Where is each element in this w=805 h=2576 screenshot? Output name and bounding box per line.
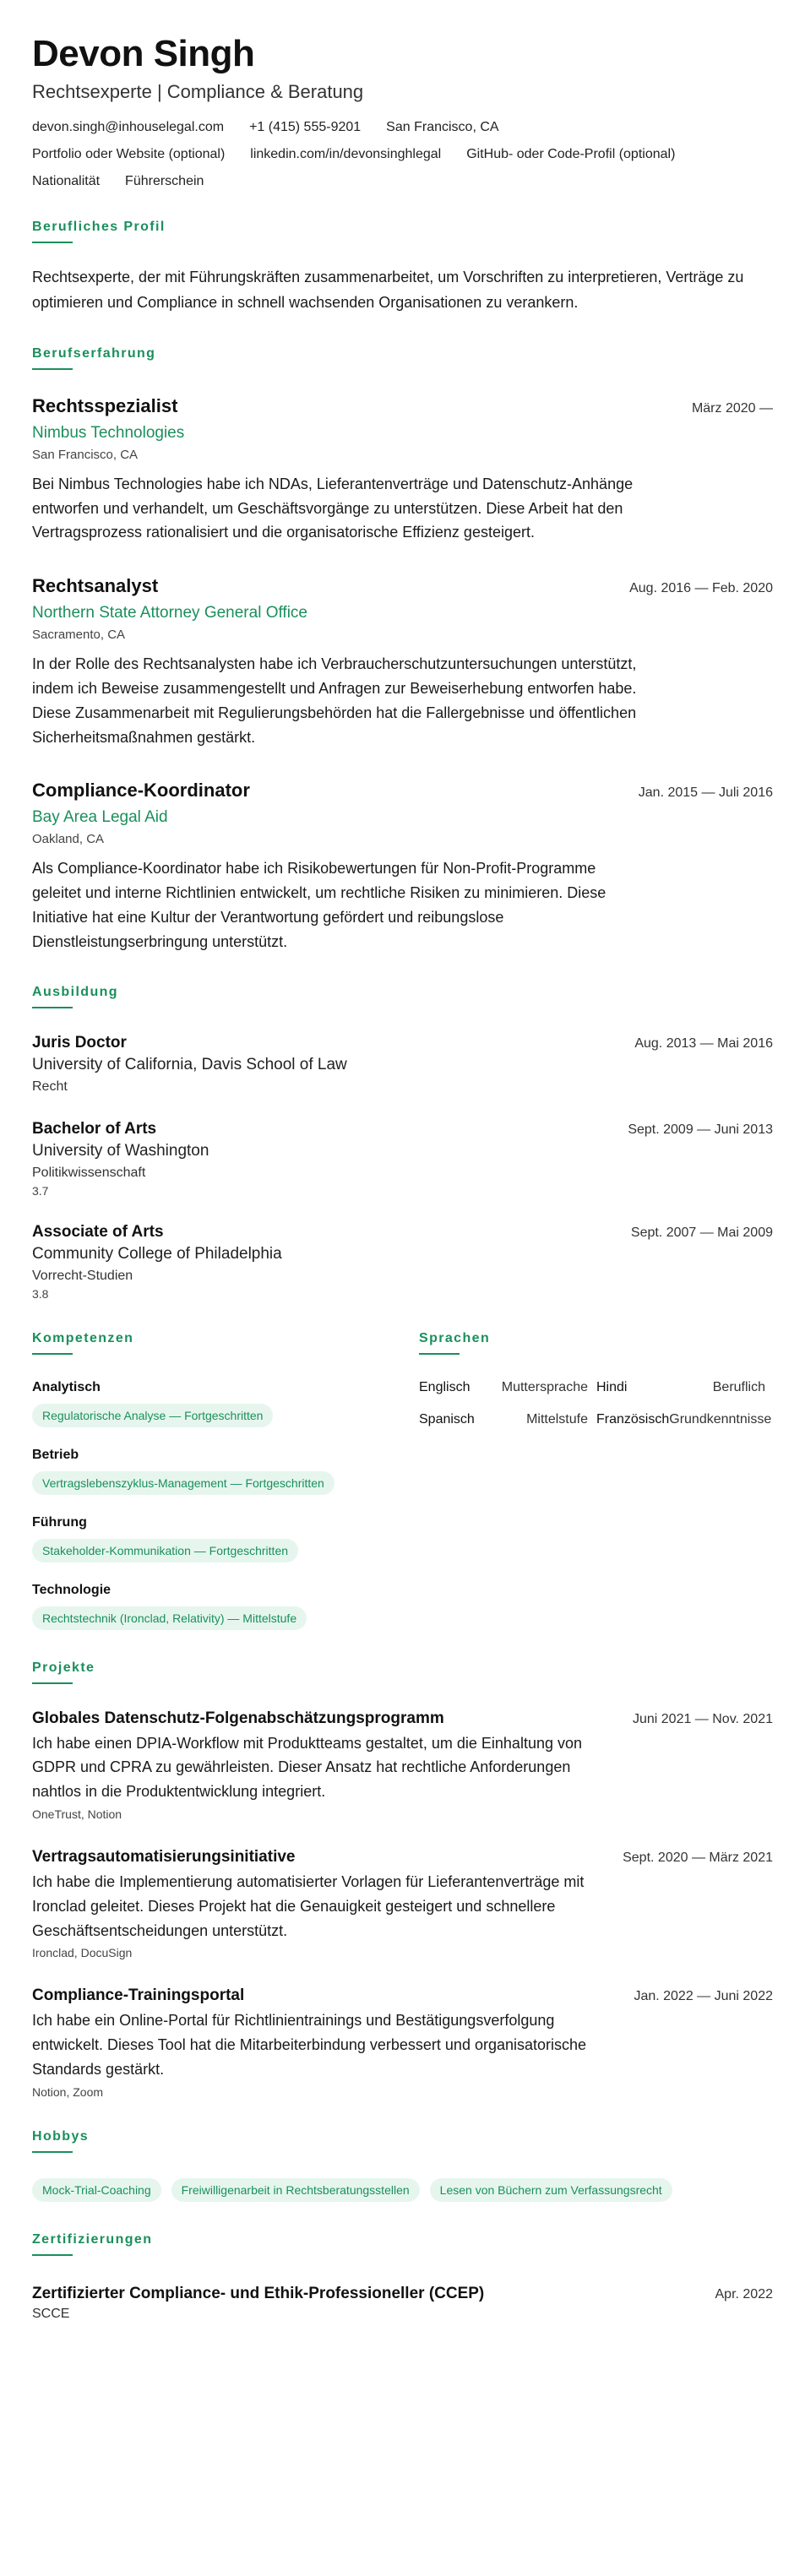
- job-entry: [32, 780, 773, 954]
- education-field: Recht: [32, 1079, 68, 1094]
- certification-date: Apr. 2022: [715, 2286, 773, 2302]
- job-company: Bay Area Legal Aid: [32, 808, 168, 827]
- language-item: [419, 1412, 596, 1427]
- contact-location: San Francisco, CA: [386, 120, 499, 135]
- project-entry: [32, 1709, 773, 1821]
- job-location: Sacramento, CA: [32, 628, 126, 643]
- education-entry: [32, 1223, 773, 1301]
- job-title: Rechtsspezialist: [32, 394, 178, 416]
- hobbies-section: [32, 2129, 773, 2202]
- skill-group: [32, 1448, 419, 1495]
- contact-portfolio[interactable]: Portfolio oder Website (optional): [32, 147, 226, 162]
- job-company: Nimbus Technologies: [32, 423, 185, 442]
- job-date: Jan. 2015 — Juli 2016: [638, 785, 773, 801]
- skill-category: Führung: [32, 1514, 87, 1530]
- education-degree: Associate of Arts: [32, 1222, 164, 1241]
- job-date: Aug. 2016 — Feb. 2020: [629, 581, 773, 596]
- language-level: Grundkenntnisse: [669, 1411, 772, 1427]
- project-tools: Notion, Zoom: [32, 2084, 104, 2099]
- hobby-pill: Lesen von Büchern zum Verfassungsrecht: [430, 2178, 672, 2202]
- language-item: [419, 1380, 596, 1395]
- certification-issuer: SCCE: [32, 2306, 70, 2321]
- certification-entry: [32, 2285, 773, 2303]
- contact-github[interactable]: GitHub- oder Code-Profil (optional): [466, 147, 676, 162]
- job-title: Compliance-Koordinator: [32, 780, 250, 802]
- job-date: März 2020 —: [691, 400, 773, 416]
- education-date: Sept. 2009 — Juni 2013: [628, 1122, 773, 1137]
- job-title: Rechtsanalyst: [32, 575, 159, 597]
- language-name: Hindi: [596, 1379, 628, 1394]
- education-field: Politikwissenschaft: [32, 1165, 146, 1180]
- language-level: Beruflich: [712, 1379, 765, 1394]
- project-date: Jan. 2022 — Juni 2022: [634, 1989, 773, 2004]
- job-location: Oakland, CA: [32, 832, 105, 847]
- certification-title: Zertifizierter Compliance- und Ethik-Professioneller (CCEP): [32, 2284, 485, 2302]
- skills-languages-row: [32, 1331, 773, 1630]
- project-tools: OneTrust, Notion: [32, 1807, 122, 1821]
- skills-section: [32, 1331, 419, 1630]
- project-entry: [32, 1848, 773, 1959]
- job-description: Als Compliance-Koordinator habe ich Risikobewertungen für Non-Profit-Programme geleitet und interne Richtlinien entwickelt, um rechtliche Risiken zu minimieren. Diese Initiative hat eine Kultur der Verantwortung gefördert und reibungslose Dienstleistungserbringung unterstützt.: [32, 860, 606, 950]
- skill-pill: Regulatorische Analyse — Fortgeschritten: [32, 1404, 273, 1427]
- section-title-hobbies: Hobbys: [32, 2129, 89, 2153]
- languages-section: [419, 1331, 773, 1630]
- resume-header: [32, 34, 773, 103]
- section-title-profile: Berufliches Profil: [32, 220, 166, 243]
- hobby-pill: Freiwilligenarbeit in Rechtsberatungsstellen: [171, 2178, 420, 2202]
- job-entry: [32, 575, 773, 749]
- education-section: [32, 985, 773, 1301]
- education-gpa: 3.7: [32, 1183, 49, 1198]
- education-date: Sept. 2007 — Mai 2009: [630, 1225, 773, 1240]
- contact-phone[interactable]: +1 (415) 555-9201: [249, 120, 362, 135]
- section-title-skills: Kompetenzen: [32, 1331, 133, 1355]
- skill-pill: Stakeholder-Kommunikation — Fortgeschritten: [32, 1539, 298, 1562]
- skill-pill: Rechtstechnik (Ironclad, Relativity) — Mittelstufe: [32, 1606, 307, 1630]
- education-entry: [32, 1034, 773, 1095]
- contact-email[interactable]: devon.singh@inhouselegal.com: [32, 120, 225, 135]
- education-entry: [32, 1120, 773, 1198]
- skill-group: [32, 1583, 419, 1630]
- project-tools: Ironclad, DocuSign: [32, 1946, 133, 1960]
- section-title-projects: Projekte: [32, 1660, 95, 1684]
- skill-group: [32, 1515, 419, 1562]
- language-item: [596, 1412, 774, 1427]
- project-date: Sept. 2020 — März 2021: [623, 1850, 773, 1865]
- contact-block: [32, 120, 773, 189]
- person-subtitle: Rechtsexperte | Compliance & Beratung: [32, 81, 364, 103]
- education-date: Aug. 2013 — Mai 2016: [634, 1035, 773, 1051]
- profile-text: Rechtsexperte, der mit Führungskräften zusammenarbeitet, um Vorschriften zu interpretieren, Verträge zu optimieren und Compliance in schnell wachsenden Organisationen zu verankern.: [32, 269, 744, 312]
- project-title: Vertragsautomatisierungsinitiative: [32, 1847, 296, 1866]
- job-location: San Francisco, CA: [32, 447, 139, 462]
- education-school: University of Washington: [32, 1141, 209, 1160]
- profile-section: [32, 220, 773, 315]
- skill-group: [32, 1380, 419, 1427]
- contact-linkedin[interactable]: linkedin.com/in/devonsinghlegal: [250, 147, 442, 162]
- project-title: Globales Datenschutz-Folgenabschätzungsprogramm: [32, 1709, 444, 1727]
- projects-section: [32, 1660, 773, 2099]
- job-description: Bei Nimbus Technologies habe ich NDAs, Lieferantenverträge und Datenschutz-Anhänge entworfen und verhandelt, um Geschäftsvorgänge zu unterstützen. Diese Arbeit hat den Vertragsprozess rationalisiert und die organisatorische Effizienz gesteigert.: [32, 475, 634, 541]
- hobby-pill: Mock-Trial-Coaching: [32, 2178, 161, 2202]
- language-item: [596, 1380, 774, 1395]
- education-school: University of California, Davis School of Law: [32, 1055, 347, 1073]
- skill-pill: Vertragslebenszyklus-Management — Fortgeschritten: [32, 1471, 335, 1495]
- education-degree: Juris Doctor: [32, 1033, 127, 1052]
- certifications-section: [32, 2232, 773, 2322]
- project-title: Compliance-Trainingsportal: [32, 1986, 245, 2005]
- person-name: Devon Singh: [32, 33, 255, 74]
- education-gpa: 3.8: [32, 1286, 49, 1301]
- project-entry: [32, 1986, 773, 2098]
- job-entry: [32, 395, 773, 545]
- language-name: Englisch: [419, 1379, 470, 1394]
- project-date: Juni 2021 — Nov. 2021: [632, 1711, 773, 1726]
- section-title-languages: Sprachen: [419, 1331, 490, 1355]
- section-title-education: Ausbildung: [32, 985, 118, 1008]
- job-company: Northern State Attorney General Office: [32, 604, 307, 622]
- education-school: Community College of Philadelphia: [32, 1244, 282, 1263]
- section-title-experience: Berufserfahrung: [32, 346, 155, 370]
- project-description: Ich habe einen DPIA-Workflow mit Produktteams gestaltet, um die Einhaltung von GDPR und CPRA zu gewährleisten. Dieser Ansatz hat rechtliche Anforderungen nahtlos in die Produktentwicklung integriert.: [32, 1734, 582, 1801]
- experience-section: [32, 346, 773, 954]
- project-description: Ich habe die Implementierung automatisierter Vorlagen für Lieferantenverträge mit Ironclad geleitet. Dieses Projekt hat die Genauigkeit gesteigert und schnellere Geschäftsentscheidungen unterstützt.: [32, 1872, 585, 1939]
- education-field: Vorrecht-Studien: [32, 1268, 133, 1283]
- language-name: Französisch: [596, 1411, 670, 1427]
- skill-category: Technologie: [32, 1582, 112, 1597]
- section-title-certifications: Zertifizierungen: [32, 2232, 152, 2256]
- contact-license: Führerschein: [125, 174, 204, 189]
- language-level: Muttersprache: [501, 1379, 588, 1394]
- language-name: Spanisch: [419, 1411, 475, 1427]
- project-description: Ich habe ein Online-Portal für Richtlinientrainings und Bestätigungsverfolgung entwickelt. Dieses Tool hat die Mitarbeiterbindung verbessert und organisatorische Standards gestärkt.: [32, 2012, 587, 2078]
- skill-category: Betrieb: [32, 1447, 79, 1462]
- education-degree: Bachelor of Arts: [32, 1119, 157, 1138]
- language-level: Mittelstufe: [526, 1411, 588, 1427]
- skill-category: Analytisch: [32, 1379, 101, 1394]
- contact-nationality: Nationalität: [32, 174, 101, 189]
- job-description: In der Rolle des Rechtsanalysten habe ich Verbraucherschutzuntersuchungen unterstützt, indem ich Beweise zusammengestellt und Anfragen zur Beweiserhebung entworfen habe. Diese Zusammenarbeit mit Regulierungsbehörden hat die Fallergebnisse und öffentlichen Sicherheitsmaßnahmen gestärkt.: [32, 655, 637, 746]
